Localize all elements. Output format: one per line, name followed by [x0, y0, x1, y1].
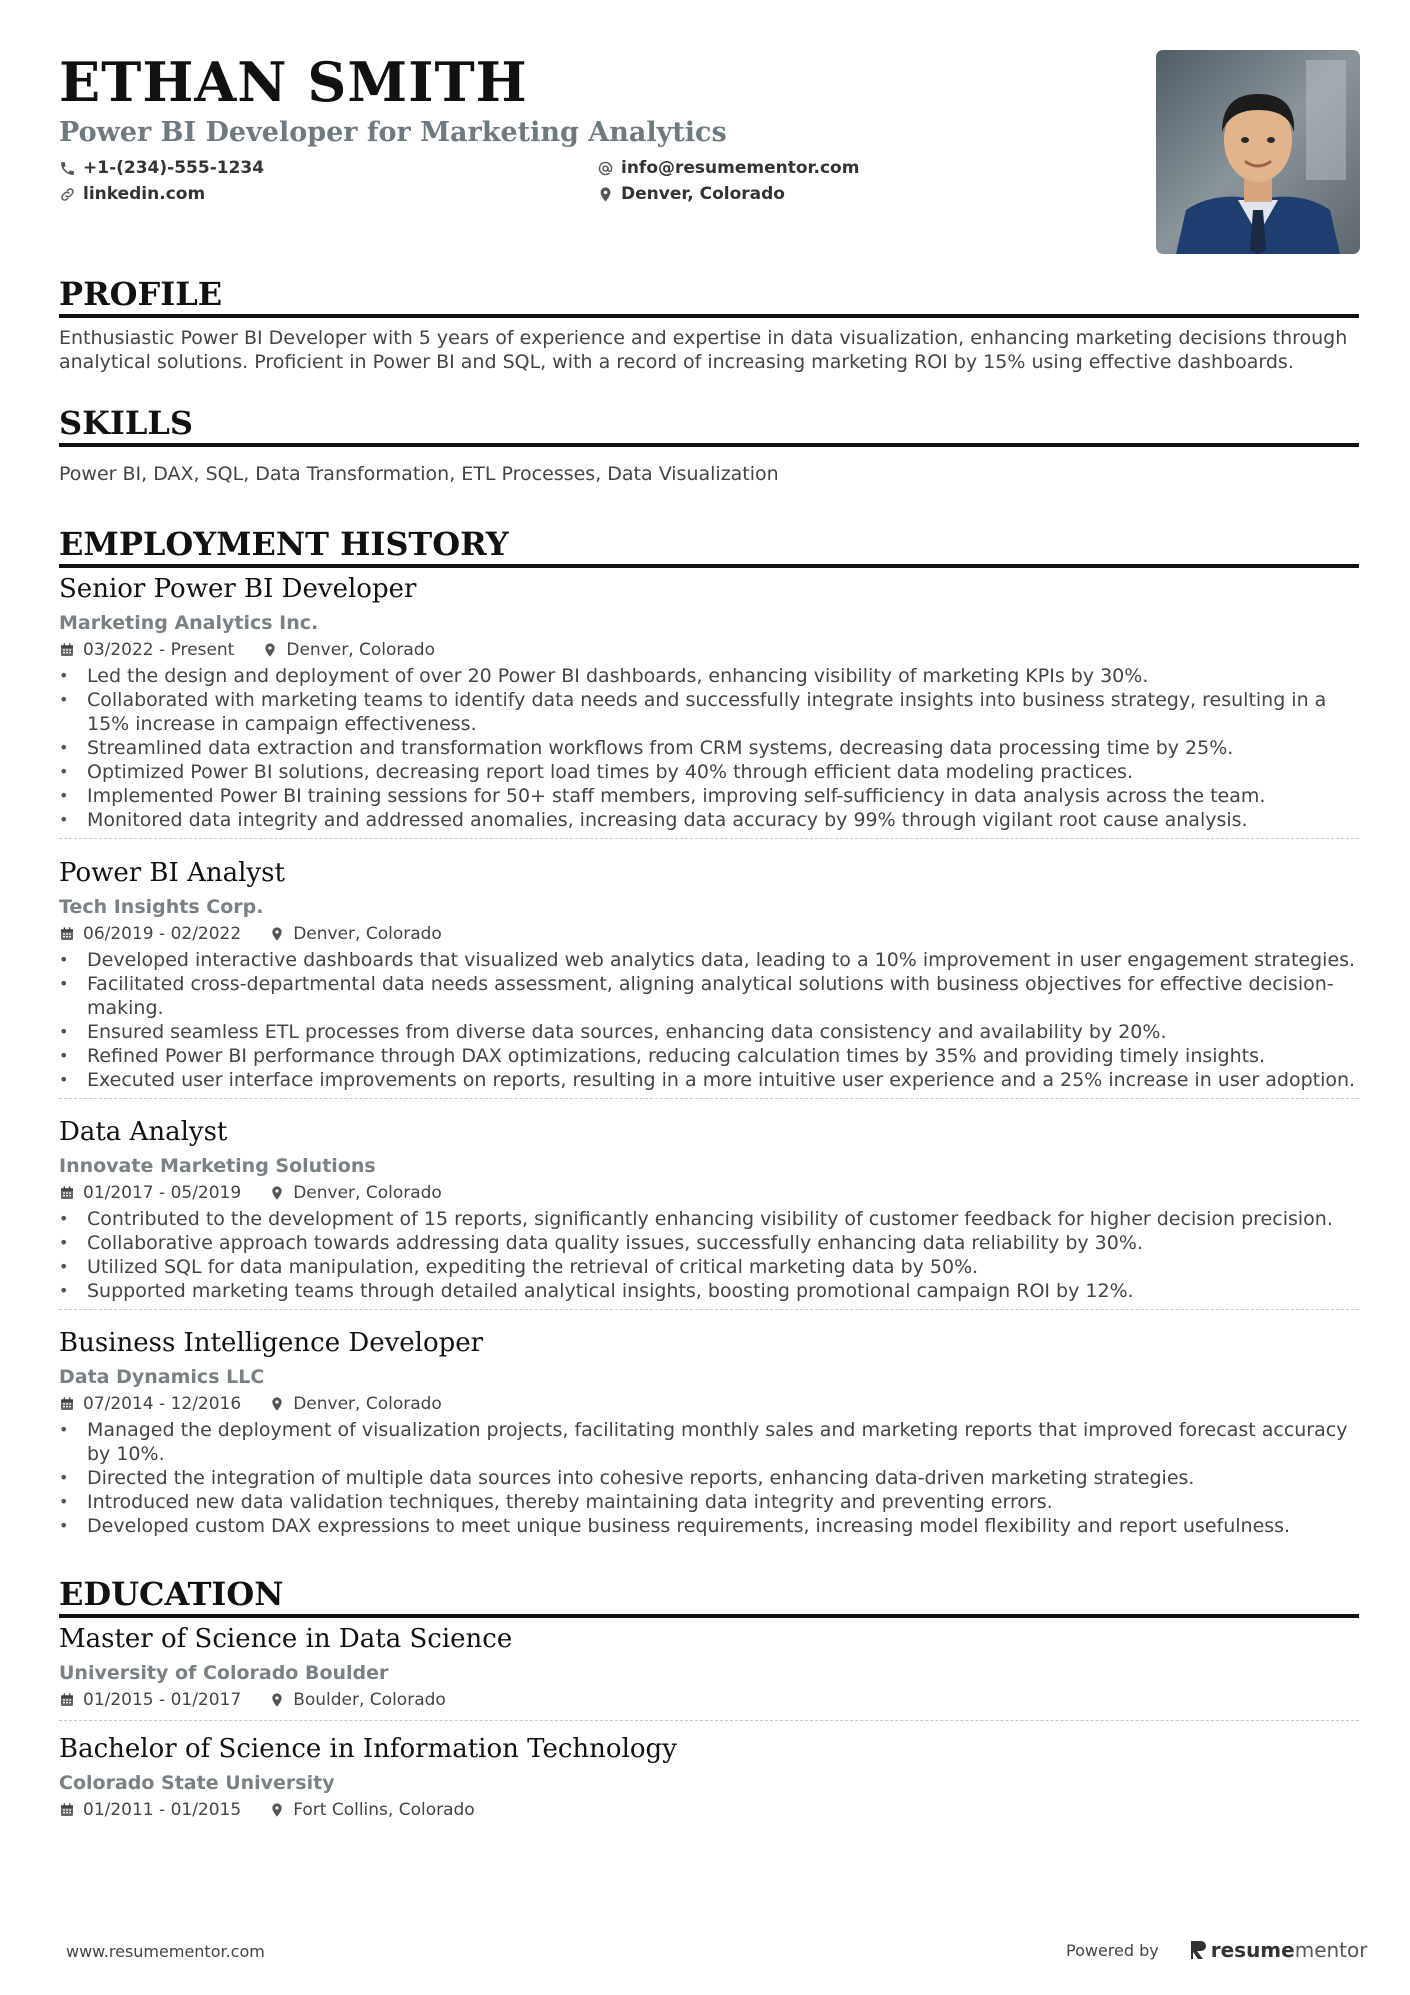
brand-logo[interactable] — [1189, 1938, 1368, 1962]
job-company: Data Dynamics LLC — [59, 1366, 265, 1388]
list-item: • Developed custom DAX expressions to meet unique business requirements, increasing model flexibility and report usefulness. — [59, 1514, 1359, 1538]
candidate-name: ETHAN SMITH — [59, 50, 528, 114]
footer-powered-by — [1066, 1938, 1367, 1962]
list-item: • Facilitated cross-departmental data needs assessment, aligning analytical solutions with business objectives for effective decision-making. — [59, 972, 1359, 1020]
candidate-title: Power BI Developer for Marketing Analytics — [59, 117, 727, 148]
location-text: Denver, Colorado — [621, 184, 785, 204]
education-location — [269, 1687, 446, 1713]
linkedin-text: linkedin.com — [83, 184, 206, 204]
job-title: Business Intelligence Developer — [59, 1328, 484, 1358]
degree-title: Bachelor of Science in Information Technology — [59, 1734, 677, 1764]
list-item: • Contributed to the development of 15 reports, significantly enhancing visibility of customer feedback for higher decision precision. — [59, 1207, 1359, 1231]
brand-name-bold: resume — [1210, 1938, 1295, 1962]
list-item: • Executed user interface improvements on reports, resulting in a more intuitive user experience and a 25% increase in user adoption. — [59, 1068, 1359, 1092]
map-pin-icon — [269, 1396, 285, 1412]
link-icon — [59, 186, 76, 203]
contact-phone[interactable] — [59, 156, 264, 180]
list-item: • Optimized Power BI solutions, decreasing report load times by 40% through efficient data modeling practices. — [59, 760, 1359, 784]
entry-divider — [59, 1309, 1359, 1310]
education-meta — [59, 1796, 1359, 1824]
map-pin-icon — [269, 1802, 285, 1818]
job-bullets — [59, 664, 1359, 832]
footer-website-link[interactable]: www.resumementor.com — [66, 1942, 265, 1961]
education-entry — [59, 1622, 1359, 1721]
section-title-profile: PROFILE — [59, 274, 1359, 318]
map-pin-icon — [269, 1185, 285, 1201]
list-item: • Monitored data integrity and addressed anomalies, increasing data accuracy by 99% through vigilant root cause analysis. — [59, 808, 1359, 832]
school-name: University of Colorado Boulder — [59, 1662, 389, 1684]
job-title: Data Analyst — [59, 1117, 228, 1147]
profile-summary: Enthusiastic Power BI Developer with 5 years of experience and expertise in data visualization, enhancing marketing decisions through analytical solutions. Proficient in Power BI and SQL, with a record of increasing marketing ROI by 15% using effective dashboards. — [59, 327, 1348, 373]
job-location — [269, 921, 442, 947]
phone-text: +1-(234)-555-1234 — [83, 158, 265, 178]
job-dates: 07/2014 - 12/2016 — [83, 1394, 242, 1414]
profile-photo — [1156, 50, 1360, 254]
job-entry — [59, 1326, 1359, 1538]
job-title: Senior Power BI Developer — [59, 574, 417, 604]
school-name: Colorado State University — [59, 1772, 335, 1794]
degree-title: Master of Science in Data Science — [59, 1624, 513, 1654]
education-meta — [59, 1686, 1359, 1714]
brand-name-light: mentor — [1294, 1938, 1368, 1962]
job-location-text: Denver, Colorado — [293, 924, 442, 944]
job-meta — [59, 1179, 1359, 1207]
list-item: • Introduced new data validation techniques, thereby maintaining data integrity and preventing errors. — [59, 1490, 1359, 1514]
resumementor-logo-icon — [1189, 1939, 1207, 1961]
job-meta — [59, 1390, 1359, 1418]
job-bullets — [59, 1207, 1359, 1303]
job-dates: 03/2022 - Present — [83, 640, 235, 660]
section-title-skills: SKILLS — [59, 403, 1359, 447]
email-text: info@resumementor.com — [621, 158, 860, 178]
job-location — [269, 1180, 442, 1206]
map-pin-icon — [269, 926, 285, 942]
skills-list: Power BI, DAX, SQL, Data Transformation, ETL Processes, Data Visualization — [59, 463, 779, 485]
list-item: • Collaborated with marketing teams to identify data needs and successfully integrate insights into business strategy, resulting in a 15% increase in campaign effectiveness. — [59, 688, 1359, 736]
education-entry — [59, 1732, 1359, 1824]
job-dates: 01/2017 - 05/2019 — [83, 1183, 242, 1203]
map-pin-icon — [269, 1692, 285, 1708]
list-item: • Refined Power BI performance through DAX optimizations, reducing calculation times by 35% and providing timely insights. — [59, 1044, 1359, 1068]
calendar-icon — [59, 642, 75, 658]
calendar-icon — [59, 1802, 75, 1818]
job-company: Marketing Analytics Inc. — [59, 612, 319, 634]
at-icon — [597, 160, 614, 177]
job-meta — [59, 920, 1359, 948]
calendar-icon — [59, 926, 75, 942]
job-location — [262, 637, 435, 663]
contact-info — [59, 156, 1139, 216]
job-location-text: Denver, Colorado — [286, 640, 435, 660]
calendar-icon — [59, 1692, 75, 1708]
list-item: • Utilized SQL for data manipulation, expediting the retrieval of critical marketing data by 50%. — [59, 1255, 1359, 1279]
map-pin-icon — [597, 186, 614, 203]
list-item: • Ensured seamless ETL processes from diverse data sources, enhancing data consistency and availability by 20%. — [59, 1020, 1359, 1044]
education-dates: 01/2011 - 01/2015 — [83, 1800, 242, 1820]
section-title-education: EDUCATION — [59, 1574, 1359, 1618]
job-bullets — [59, 1418, 1359, 1538]
list-item: • Developed interactive dashboards that visualized web analytics data, leading to a 10% improvement in user engagement strategies. — [59, 948, 1359, 972]
job-title: Power BI Analyst — [59, 858, 285, 888]
section-title-employment: EMPLOYMENT HISTORY — [59, 524, 1359, 568]
list-item: • Directed the integration of multiple data sources into cohesive reports, enhancing data-driven marketing strategies. — [59, 1466, 1359, 1490]
contact-email[interactable] — [597, 156, 859, 180]
contact-location — [597, 182, 785, 206]
job-dates: 06/2019 - 02/2022 — [83, 924, 242, 944]
education-location — [269, 1797, 475, 1823]
job-location-text: Denver, Colorado — [293, 1394, 442, 1414]
list-item: • Supported marketing teams through detailed analytical insights, boosting promotional campaign ROI by 12%. — [59, 1279, 1359, 1303]
education-location-text: Fort Collins, Colorado — [293, 1800, 475, 1820]
job-company: Innovate Marketing Solutions — [59, 1155, 376, 1177]
entry-divider — [59, 1720, 1359, 1721]
job-meta — [59, 636, 1359, 664]
education-location-text: Boulder, Colorado — [293, 1690, 446, 1710]
job-entry — [59, 1115, 1359, 1310]
entry-divider — [59, 1098, 1359, 1099]
list-item: • Streamlined data extraction and transformation workflows from CRM systems, decreasing data processing time by 25%. — [59, 736, 1359, 760]
list-item: • Led the design and deployment of over 20 Power BI dashboards, enhancing visibility of marketing KPIs by 30%. — [59, 664, 1359, 688]
education-dates: 01/2015 - 01/2017 — [83, 1690, 242, 1710]
job-company: Tech Insights Corp. — [59, 896, 264, 918]
job-entry — [59, 856, 1359, 1099]
list-item: • Managed the deployment of visualization projects, facilitating monthly sales and marketing reports that improved forecast accuracy by 10%. — [59, 1418, 1359, 1466]
job-location — [269, 1391, 442, 1417]
job-location-text: Denver, Colorado — [293, 1183, 442, 1203]
powered-by-label: Powered by — [1066, 1940, 1159, 1960]
contact-linkedin[interactable] — [59, 182, 205, 206]
calendar-icon — [59, 1185, 75, 1201]
list-item: • Collaborative approach towards addressing data quality issues, successfully enhancing data reliability by 30%. — [59, 1231, 1359, 1255]
job-bullets — [59, 948, 1359, 1092]
map-pin-icon — [262, 642, 278, 658]
list-item: • Implemented Power BI training sessions for 50+ staff members, improving self-sufficiency in data analysis across the team. — [59, 784, 1359, 808]
phone-icon — [59, 160, 76, 177]
entry-divider — [59, 838, 1359, 839]
calendar-icon — [59, 1396, 75, 1412]
job-entry — [59, 572, 1359, 839]
